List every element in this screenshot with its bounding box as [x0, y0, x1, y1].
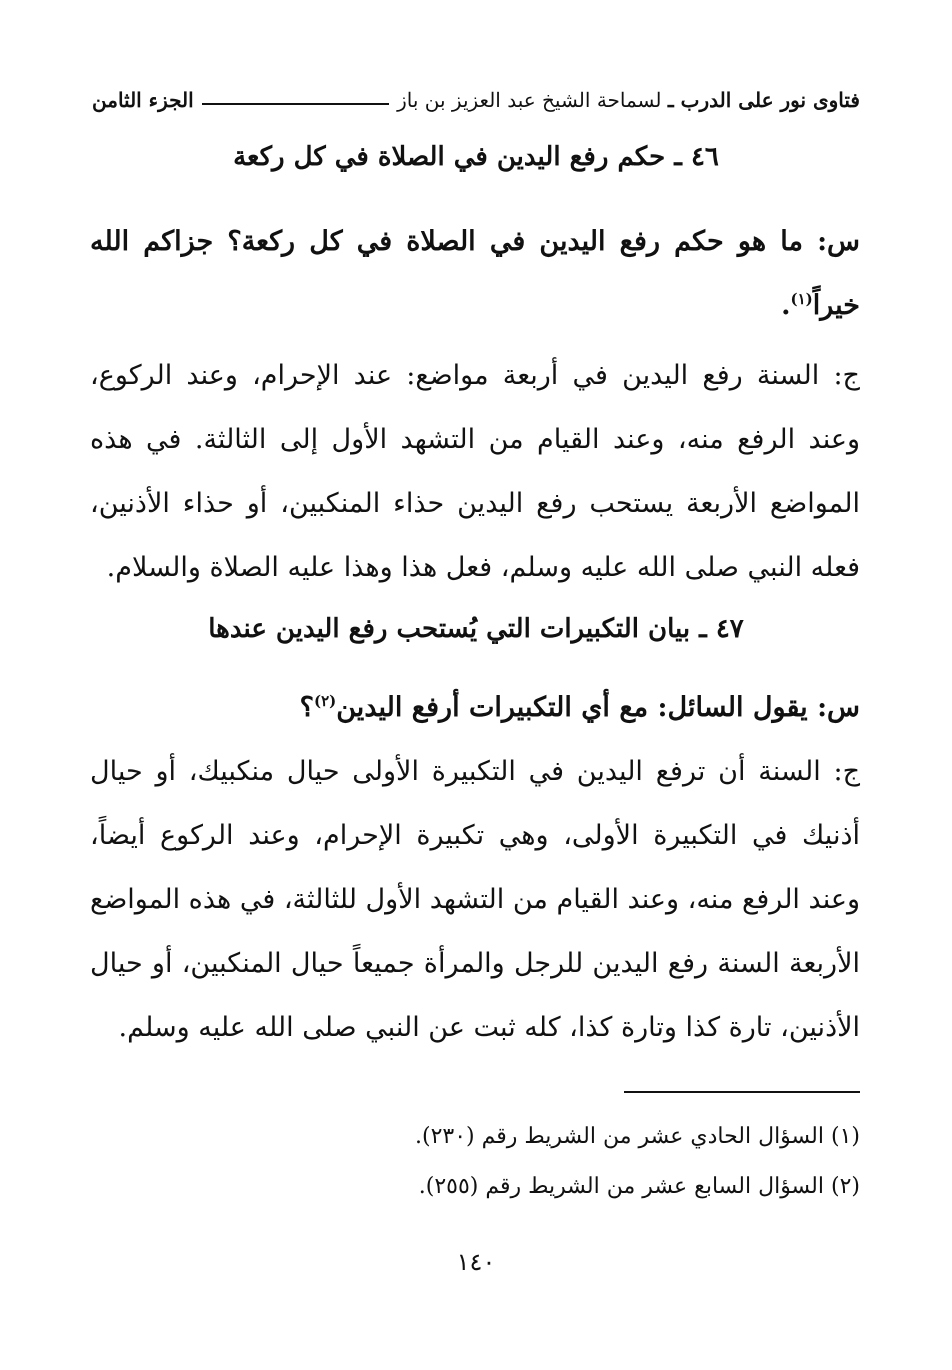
header-book-title: فتاوى نور على الدرب ـ	[667, 88, 860, 112]
question-46	[90, 210, 860, 338]
question-line	[90, 274, 860, 338]
question-line	[90, 676, 860, 740]
section-heading-46: ٤٦ ـ حكم رفع اليدين في الصلاة في كل ركعة	[233, 142, 719, 172]
header-author: لسماحة الشيخ عبد العزيز بن باز	[397, 88, 662, 112]
answer-line: وعند الرفع منه، وعند القيام من التشهد الأول إلى الثالثة. في هذه	[90, 424, 860, 455]
question-line-text: خيراً	[812, 290, 860, 321]
footnote-2: (٢) السؤال السابع عشر من الشريط رقم (٢٥٥).	[418, 1174, 860, 1199]
running-header	[92, 82, 860, 118]
answer-line: أذنيك في التكبيرة الأولى، وهي تكبيرة الإحرام، وعند الركوع أيضاً،	[90, 820, 860, 851]
page-number: ١٤٠	[456, 1248, 496, 1276]
answer-46	[90, 344, 860, 600]
answer-line: الأذنين، تارة كذا وتارة كذا، كله ثبت عن النبي صلى الله عليه وسلم.	[118, 1012, 860, 1043]
question-end: .	[781, 290, 791, 321]
section-heading-47: ٤٧ ـ بيان التكبيرات التي يُستحب رفع اليدين عندها	[208, 614, 744, 644]
answer-line: المواضع الأربعة يستحب رفع اليدين حذاء المنكبين، أو حذاء الأذنين،	[90, 488, 860, 519]
footnote-marker: (١)	[790, 290, 813, 308]
question-lead: س:	[817, 692, 860, 723]
answer-line: ج: السنة أن ترفع اليدين في التكبيرة الأولى حيال منكبيك، أو حيال	[90, 756, 860, 787]
question-end: ؟	[299, 692, 314, 723]
question-47	[90, 676, 860, 740]
answer-line: فعله النبي صلى الله عليه وسلم، فعل هذا وهذا عليه الصلاة والسلام.	[106, 552, 860, 583]
question-line: س: ما هو حكم رفع اليدين في الصلاة في كل ركعة؟ جزاكم الله	[90, 226, 860, 257]
answer-line: وعند الرفع منه، وعند القيام من التشهد الأول للثالثة، في هذه المواضع	[90, 884, 860, 915]
header-title-group	[397, 88, 860, 112]
footnote-marker: (٢)	[313, 692, 337, 710]
question-line-text: يقول السائل: مع أي التكبيرات أرفع اليدين	[336, 692, 808, 723]
header-rule	[202, 103, 389, 105]
answer-line: الأربعة السنة رفع اليدين للرجل والمرأة جميعاً حيال المنكبين، أو حيال	[90, 948, 860, 979]
footnote-separator	[624, 1091, 860, 1093]
header-volume: الجزء الثامن	[92, 88, 194, 112]
answer-47	[90, 740, 860, 1060]
footnote-1: (١) السؤال الحادي عشر من الشريط رقم (٢٣٠).	[414, 1124, 860, 1149]
answer-line: ج: السنة رفع اليدين في أربعة مواضع: عند الإحرام، وعند الركوع،	[90, 360, 860, 391]
